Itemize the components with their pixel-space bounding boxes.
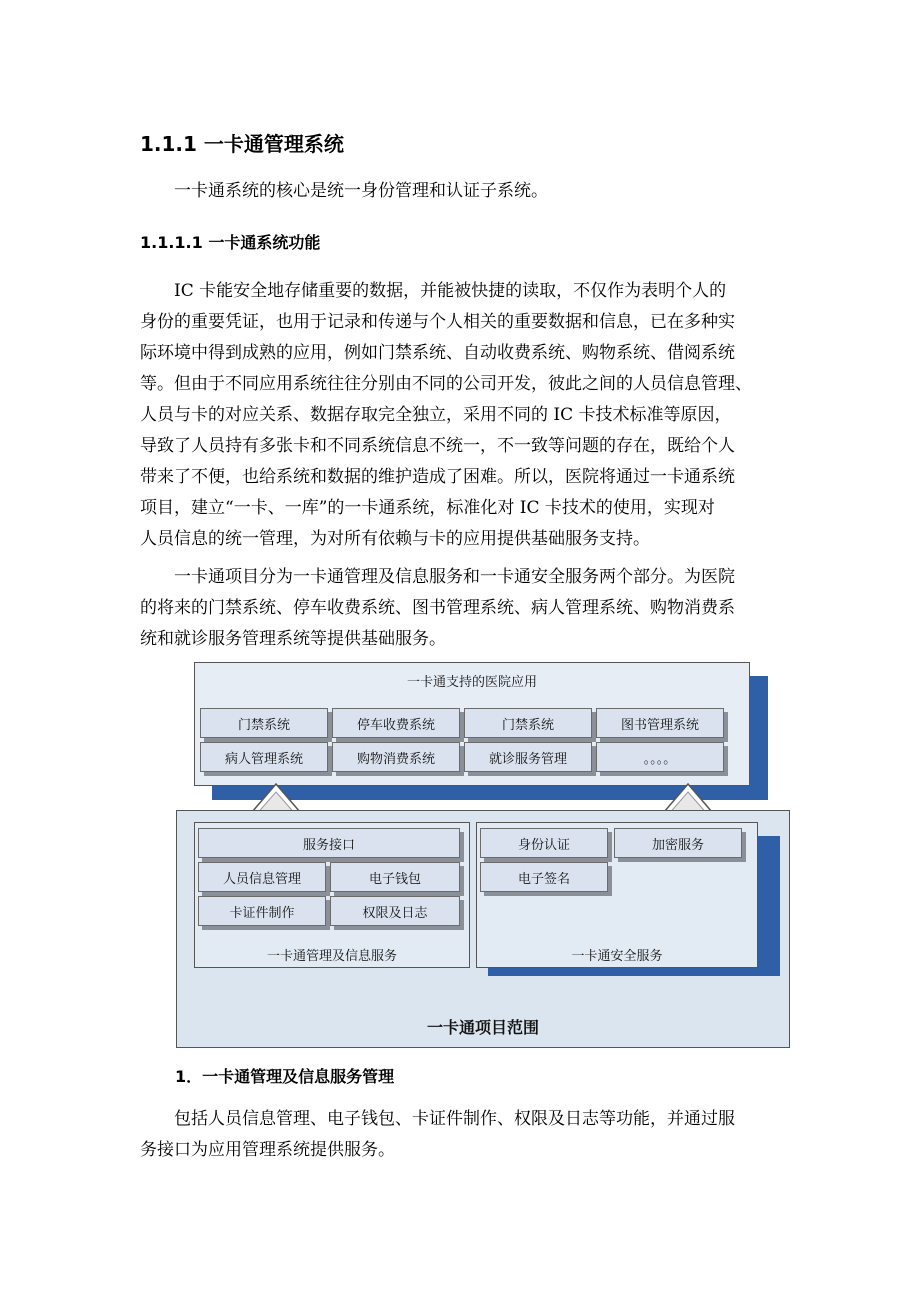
text-line: 包括人员信息管理、电子钱包、卡证件制作、权限及日志等功能，并通过服	[174, 1109, 735, 1129]
paragraph-project-parts	[140, 562, 780, 655]
app-access-control-2: 门禁系统	[464, 708, 592, 738]
module-personnel-info: 人员信息管理	[198, 862, 326, 892]
text-line: 人员与卡的对应关系、数据存取完全独立，采用不同的 IC 卡技术标准等原因，	[140, 405, 732, 425]
hospital-apps-title: 一卡通支持的医院应用	[406, 675, 537, 690]
project-scope-title: 一卡通项目范围	[426, 1018, 539, 1037]
text-line: 带来了不便，也给系统和数据的维护造成了困难。所以，医院将通过一卡通系统	[140, 467, 735, 487]
app-more: 。。。。	[596, 742, 724, 772]
module-e-signature: 电子签名	[480, 862, 608, 892]
section-heading: 1.1.1 一卡通管理系统	[140, 132, 344, 156]
module-card-making: 卡证件制作	[198, 896, 326, 926]
text-line: 的将来的门禁系统、停车收费系统、图书管理系统、病人管理系统、购物消费系	[140, 598, 735, 618]
text-line: 人员信息的统一管理，为对所有依赖与卡的应用提供基础服务支持。	[140, 529, 650, 549]
text-line: 项目，建立“一卡、一库”的一卡通系统，标准化对 IC 卡技术的使用，实现对	[140, 498, 715, 518]
text-line: 一卡通项目分为一卡通管理及信息服务和一卡通安全服务两个部分。为医院	[174, 567, 735, 587]
text-line: 际环境中得到成熟的应用，例如门禁系统、自动收费系统、购物系统、借阅系统	[140, 343, 735, 363]
text-line: IC 卡能安全地存储重要的数据，并能被快捷的读取，不仅作为表明个人的	[174, 281, 727, 301]
app-access-control: 门禁系统	[200, 708, 328, 738]
app-clinic-service: 就诊服务管理	[464, 742, 592, 772]
module-identity-auth: 身份认证	[480, 828, 608, 858]
numbered-heading: 1．一卡通管理及信息服务管理	[175, 1067, 395, 1086]
text-line: 等。但由于不同应用系统往往分别由不同的公司开发，彼此之间的人员信息管理、	[140, 374, 752, 394]
text-line: 统和就诊服务管理系统等提供基础服务。	[140, 629, 446, 649]
app-parking-fee: 停车收费系统	[332, 708, 460, 738]
management-services-caption: 一卡通管理及信息服务	[266, 949, 397, 964]
app-shopping-consumption: 购物消费系统	[332, 742, 460, 772]
intro-paragraph	[140, 176, 780, 207]
text-line: 务接口为应用管理系统提供服务。	[140, 1140, 395, 1160]
architecture-diagram	[176, 660, 790, 1048]
paragraph-management-functions	[140, 1104, 780, 1166]
paragraph-ic-card	[140, 276, 780, 555]
subsection-heading: 1.1.1.1 一卡通系统功能	[140, 233, 321, 252]
module-permissions-logs: 权限及日志	[330, 896, 460, 926]
app-library-management: 图书管理系统	[596, 708, 724, 738]
module-service-interface: 服务接口	[198, 828, 460, 858]
module-encryption: 加密服务	[614, 828, 742, 858]
app-patient-management: 病人管理系统	[200, 742, 328, 772]
text-line: 身份的重要凭证，也用于记录和传递与个人相关的重要数据和信息，已在多种实	[140, 312, 735, 332]
text-line: 一卡通系统的核心是统一身份管理和认证子系统。	[174, 181, 548, 201]
security-services-caption: 一卡通安全服务	[571, 949, 663, 964]
module-e-wallet: 电子钱包	[330, 862, 460, 892]
text-line: 导致了人员持有多张卡和不同系统信息不统一，不一致等问题的存在，既给个人	[140, 436, 735, 456]
